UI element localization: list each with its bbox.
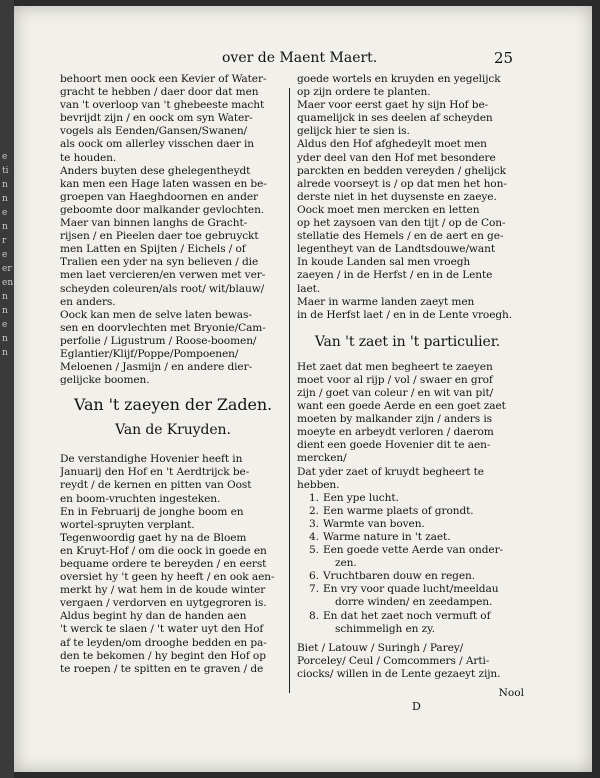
text-line: en anders. [60, 295, 116, 308]
strip-letter: n [2, 334, 8, 344]
text-line: De verstandighe Hovenier heeft in [60, 453, 243, 466]
text-line: Maer van binnen langhs de Gracht- [60, 217, 248, 230]
text-line: gelijcke boomen. [60, 374, 150, 387]
text-line: af te leyden/om drooghe bedden en pa- [60, 636, 267, 649]
text-line: zaeyen / in de Herfst / en in de Lente [297, 269, 493, 282]
list-text: Vruchtbaren douw en regen. [323, 570, 476, 583]
text-line: merkt hy / wat hem in de koude winter [60, 584, 266, 597]
text-line: Maer voor eerst gaet hy sijn Hof be- [297, 99, 489, 112]
text-line: Oock kan men de selve laten bewas- [60, 308, 252, 321]
text-line: wortel-spruyten verplant. [60, 518, 195, 531]
text-line: oversiet hy 't geen hy heeft / en ook aen- [60, 571, 275, 584]
text-line: behoort men oock een Kevier of Water- [60, 73, 267, 85]
list-item [297, 531, 518, 544]
text-line: Tegenwoordig gaet hy na de Bloem [60, 531, 247, 544]
text-line: laet. [297, 282, 321, 295]
strip-letter: n [2, 306, 8, 316]
list-text: Warme nature in 't zaet. [323, 531, 451, 543]
text-line: gracht te hebben / daer door dat men [60, 86, 259, 99]
text-line: derste niet in het duysenste en zaeye. [297, 190, 497, 203]
text-line: 't werck te slaen / 't water uyt den Hof [60, 623, 264, 636]
list-number: 1. [309, 491, 319, 504]
text-line: quamelijck in ses deelen af scheyden [297, 112, 493, 125]
text-line: in de Herfst laet / en in de Lente vroegh. [297, 308, 513, 321]
text-line: rijsen / en Pieelen daer toe gebruyckt [60, 230, 259, 243]
text-line: vogels als Eenden/Gansen/Swanen/ [60, 125, 248, 138]
right-paragraphs [297, 73, 518, 322]
text-line: als oock om allerley visschen daer in [60, 138, 254, 151]
text-line: legentheyt van de Landtsdouwe/want [297, 243, 496, 256]
text-line: en boom-vruchten ingesteken. [60, 492, 221, 505]
text-line: scheyden coleuren/als root/ wit/blauw/ [60, 282, 265, 295]
strip-letter: n [2, 348, 8, 358]
text-line: Maer in warme landen zaeyt men [297, 295, 475, 308]
list-item [297, 505, 518, 518]
list-text: Warmte van boven. [323, 517, 425, 530]
signature-mark: D [412, 700, 421, 713]
text-line: op zijn ordere te planten. [297, 86, 431, 99]
list-text: Een goede vette Aerde van onder- [323, 544, 504, 557]
strip-letter: e [2, 152, 8, 162]
text-line: geboomte door malkander gevlochten. [60, 203, 265, 216]
list-number: 2. [309, 504, 319, 517]
list-text: En dat het zaet noch vermuft of [323, 609, 491, 622]
list-item [297, 570, 518, 583]
list-text: Een warme plaets of grondt. [323, 504, 474, 517]
text-line: moeten by malkander zijn / anders is [297, 413, 492, 426]
list-number: 4. [309, 531, 319, 543]
catchword: Nool [498, 687, 524, 699]
strip-letter: en [2, 278, 14, 288]
list-number: 8. [309, 609, 319, 622]
text-line: zijn / goet van coleur / en wit van pit/ [297, 386, 494, 399]
text-line: bequame ordere te bereyden / en eerst [60, 558, 267, 570]
list-number: 5. [309, 544, 319, 557]
text-line: ciocks/ willen in de Lente gezaeyt zijn. [297, 667, 501, 680]
left-paragraphs-2 [60, 453, 286, 676]
section-heading-right: Van 't zaet in 't particulier. [314, 333, 501, 350]
strip-letter: e [2, 320, 8, 330]
list-item [297, 583, 518, 596]
strip-letter: er [2, 264, 12, 274]
text-line: In koude Landen sal men vroegh [297, 256, 471, 269]
text-line: reydt / de kernen en pitten van Oost [60, 479, 252, 492]
text-line: Anders buyten dese ghelegentheydt [60, 164, 251, 177]
list-number: 7. [309, 583, 319, 596]
text-line: hebben. [297, 478, 340, 491]
list-item [297, 610, 518, 623]
text-line: Dat yder zaet of kruydt begheert te [297, 465, 484, 478]
text-line: stellatie des Hemels / en de aert en ge- [297, 230, 504, 243]
text-line: te roepen / te spitten en te graven / de [60, 662, 264, 675]
strip-letter: n [2, 194, 8, 204]
list-number: 3. [309, 517, 319, 530]
strip-letter: n [2, 292, 8, 302]
list-item [297, 492, 518, 505]
strip-letter: n [2, 222, 8, 232]
list-item [297, 544, 518, 557]
text-line: Oock moet men mercken en letten [297, 203, 480, 216]
strip-letter: e [2, 250, 8, 260]
list-text: En vry voor quade lucht/meeldau [323, 583, 499, 596]
list-number: 6. [309, 570, 319, 583]
text-line: vergaen / verdorven en uytgegroren is. [60, 597, 267, 610]
text-line: Biet / Latouw / Suringh / Parey/ [297, 641, 464, 654]
text-line: op het zaysoen van den tijt / op de Con- [297, 217, 506, 230]
strip-letter: ti [2, 166, 9, 176]
text-line: Eglantier/Klijf/Poppe/Pompoenen/ [60, 347, 239, 360]
text-line: gelijck hier te sien is. [297, 125, 410, 138]
text-line: Tralien een yder na syn believen / die [60, 256, 259, 269]
adjacent-page-edge [0, 0, 14, 778]
list-text: dorre winden/ en zeedampen. [335, 596, 493, 609]
strip-letter: e [2, 208, 8, 218]
text-line: sen en doorvlechten met Bryonie/Cam- [60, 321, 266, 334]
list-item [297, 623, 518, 636]
strip-letter: n [2, 180, 8, 190]
text-line: moeyte en arbeydt verloren / daerom [297, 426, 494, 439]
text-line: van 't overloop van 't ghebeeste macht [60, 99, 265, 112]
column-divider [289, 88, 290, 693]
text-line: parckten en bedden vereyden / ghelijck [297, 164, 507, 177]
right-paragraphs-2 [297, 361, 518, 492]
text-line: kan men een Hage laten wassen en be- [60, 177, 267, 190]
list-item [297, 596, 518, 609]
left-column [60, 73, 286, 676]
text-line: alrede voorseyt is / op dat men het hon- [297, 177, 507, 190]
running-head: over de Maent Maert. [222, 50, 378, 66]
list-item [297, 557, 518, 570]
text-line: den te bekomen / hy begint den Hof op [60, 649, 266, 662]
text-line: yder deel van den Hof met besondere [297, 151, 496, 164]
list-text: Een ype lucht. [323, 491, 399, 504]
subsection-heading: Van de Kruyden. [115, 422, 231, 439]
text-line: mercken/ [297, 452, 347, 465]
list-text: zen. [335, 557, 357, 570]
text-line: perfolie / Ligustrum / Roose-boomen/ [60, 334, 257, 347]
text-line: Het zaet dat men begheert te zaeyen [297, 360, 493, 373]
section-heading: Van 't zaeyen der Zaden. [73, 395, 273, 415]
text-line: te houden. [60, 151, 117, 164]
text-line: goede wortels en kruyden en yegelijck [297, 73, 501, 85]
list-item [297, 518, 518, 531]
text-line: want een goede Aerde en een goet zaet [297, 400, 506, 413]
text-line: Aldus den Hof afghedeylt moet men [297, 138, 487, 151]
text-line: moet voor al rijp / vol / swaer en grof [297, 373, 493, 386]
page-number: 25 [494, 49, 514, 67]
text-line: Meloenen / Jasmijn / en andere dier- [60, 361, 253, 374]
text-line: men Latten en Spijten / Eichels / of [60, 243, 246, 256]
text-line: Aldus begint hy dan de handen aen [60, 610, 247, 623]
text-line: Porceley/ Ceul / Comcommers / Arti- [297, 654, 490, 667]
list-text: schimmeligh en zy. [335, 622, 435, 635]
text-line: dient een goede Hovenier dit te aen- [297, 439, 491, 452]
right-column [297, 73, 518, 681]
requirements-list [297, 492, 518, 636]
left-paragraphs [60, 73, 286, 387]
strip-letter: r [2, 236, 7, 246]
text-line: En in Februarij de jonghe boom en [60, 505, 244, 518]
text-line: men laet vercieren/en verwen met ver- [60, 269, 266, 282]
text-line: Januarij den Hof en 't Aerdtrijck be- [60, 466, 250, 479]
right-paragraphs-3 [297, 642, 518, 681]
text-line: en Kruyt-Hof / om die oock in goede en [60, 544, 267, 557]
text-line: groepen van Haeghdoornen en ander [60, 190, 258, 203]
text-line: bevrijdt zijn / en oock om syn Water- [60, 112, 253, 125]
